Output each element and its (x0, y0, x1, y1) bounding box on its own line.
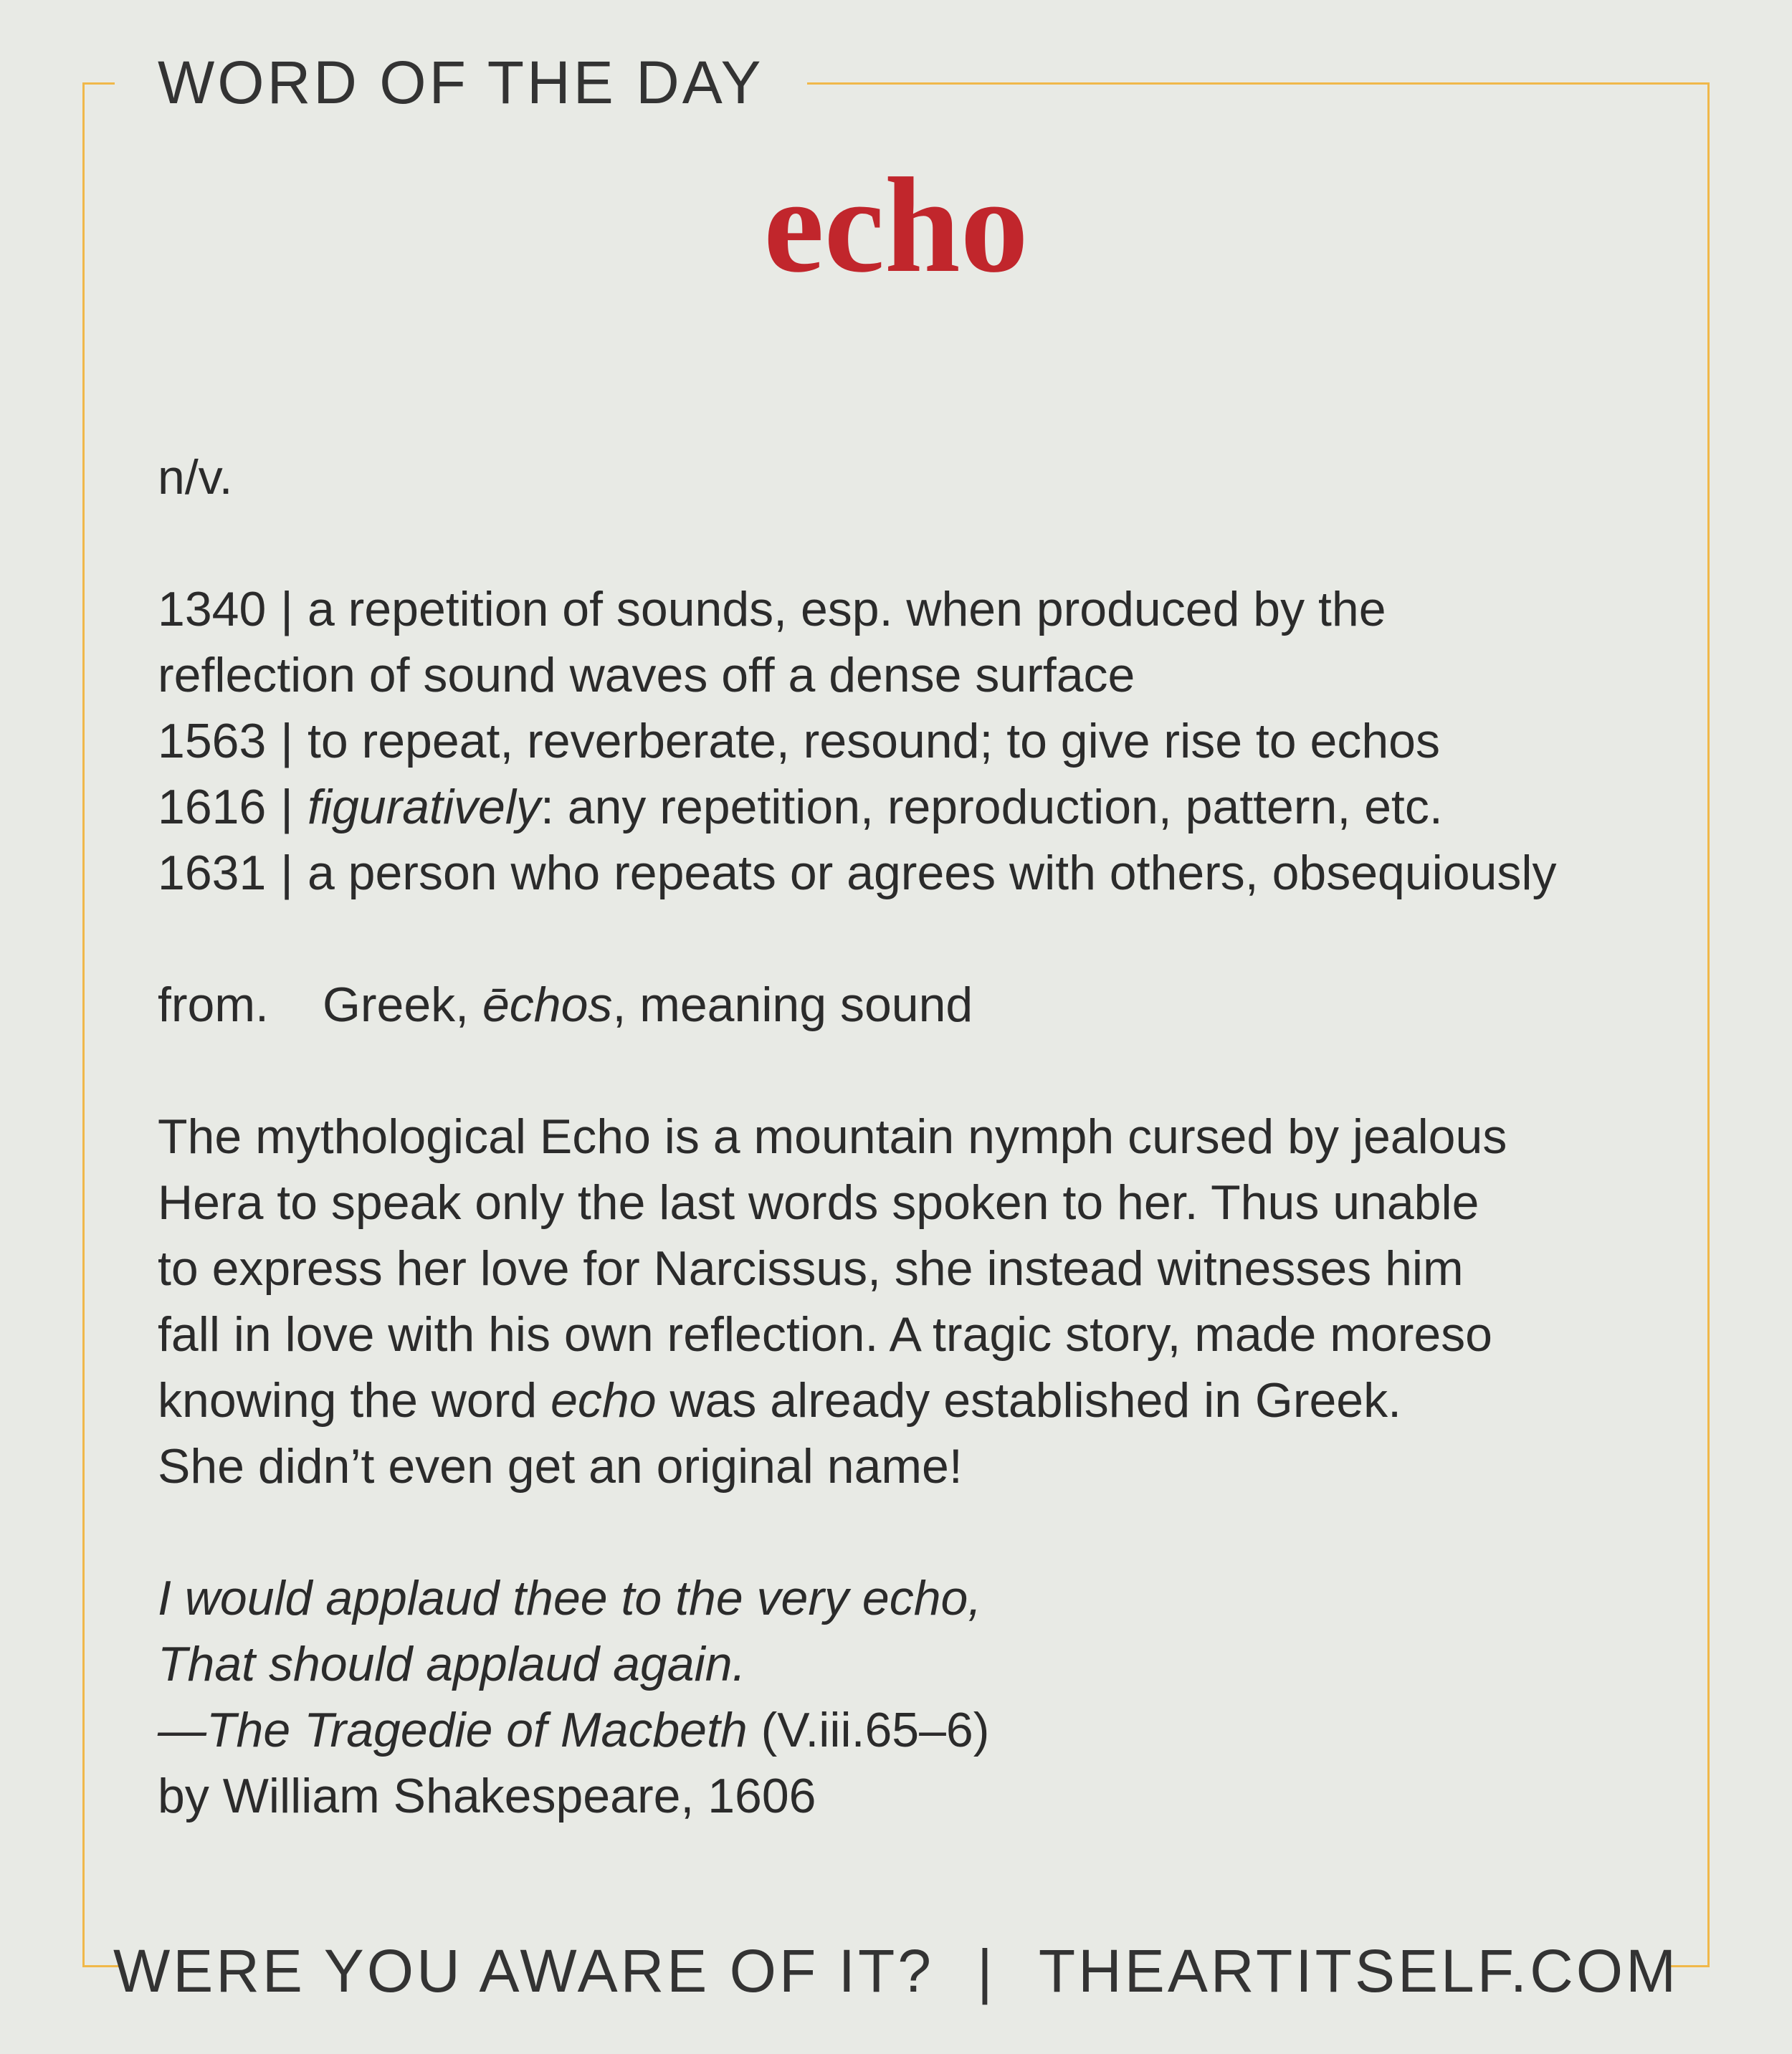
definition-text: a repetition of sounds, esp. when produced by the (307, 582, 1386, 636)
story-paragraph (158, 1104, 1677, 1499)
etymology-text-before: Greek, (323, 978, 482, 1032)
etymology-italic-word: ēchos (482, 978, 613, 1032)
etymology-label: from. (158, 978, 269, 1032)
headword: echo (763, 151, 1029, 301)
story-italic-word: echo (551, 1373, 657, 1428)
definition-text: to repeat, reverberate, resound; to give rise to echos (307, 714, 1440, 768)
part-of-speech: n/v. (158, 450, 233, 505)
footer-site-link[interactable]: THEARTITSELF.COM (1038, 1936, 1679, 2005)
footer-bar (113, 1931, 1679, 2010)
quote-source-title: —The Tragedie of Macbeth (158, 1703, 748, 1757)
definition-year: 1340 (158, 582, 267, 636)
definition-continuation: reflection of sound waves off a dense surface (158, 648, 1135, 702)
footer-separator: | (977, 1936, 996, 2005)
definition-text: : any repetition, reproduction, pattern, etc. (540, 780, 1443, 834)
quote-line: That should applaud again. (158, 1637, 746, 1691)
story-text-after: was already established in Greek. (656, 1373, 1401, 1428)
definition-year: 1631 (158, 846, 267, 900)
definition-separator: | (280, 714, 293, 768)
definition-separator: | (280, 582, 293, 636)
story-line: to express her love for Narcissus, she instead witnesses him (158, 1241, 1464, 1296)
story-line: Hera to speak only the last words spoken to her. Thus unable (158, 1175, 1479, 1230)
story-line: The mythological Echo is a mountain nymph cursed by jealous (158, 1109, 1507, 1164)
definition-year: 1616 (158, 780, 267, 834)
quote-source-ref: (V.iii.65–6) (747, 1703, 990, 1757)
definition-item (158, 708, 1677, 774)
etymology (158, 972, 1677, 1038)
definition-text: a person who repeats or agrees with others, obsequiously (307, 846, 1557, 900)
definition-item (158, 840, 1677, 906)
etymology-text-after: , meaning sound (612, 978, 973, 1032)
story-line: She didn’t even get an original name! (158, 1439, 963, 1494)
definition-item (158, 576, 1677, 708)
quote-line: I would applaud thee to the very echo, (158, 1571, 982, 1625)
quotation (158, 1565, 1677, 1829)
definition-year: 1563 (158, 714, 267, 768)
definition-separator: | (280, 780, 293, 834)
header-bar (115, 43, 807, 122)
story-line: fall in love with his own reflection. A tragic story, made moreso (158, 1307, 1492, 1362)
quote-attribution: by William Shakespeare, 1606 (158, 1769, 816, 1823)
story-text-before: knowing the word (158, 1373, 551, 1428)
quote-source (158, 1697, 1677, 1763)
definition-separator: | (280, 846, 293, 900)
page-title: WORD OF THE DAY (158, 48, 764, 116)
definition-item (158, 774, 1677, 840)
definition-italic-prefix: figuratively (307, 780, 540, 834)
definitions-list (158, 576, 1677, 906)
entry-body (158, 444, 1677, 1829)
footer-question: WERE YOU AWARE OF IT? (113, 1936, 934, 2005)
story-line (158, 1367, 1677, 1433)
